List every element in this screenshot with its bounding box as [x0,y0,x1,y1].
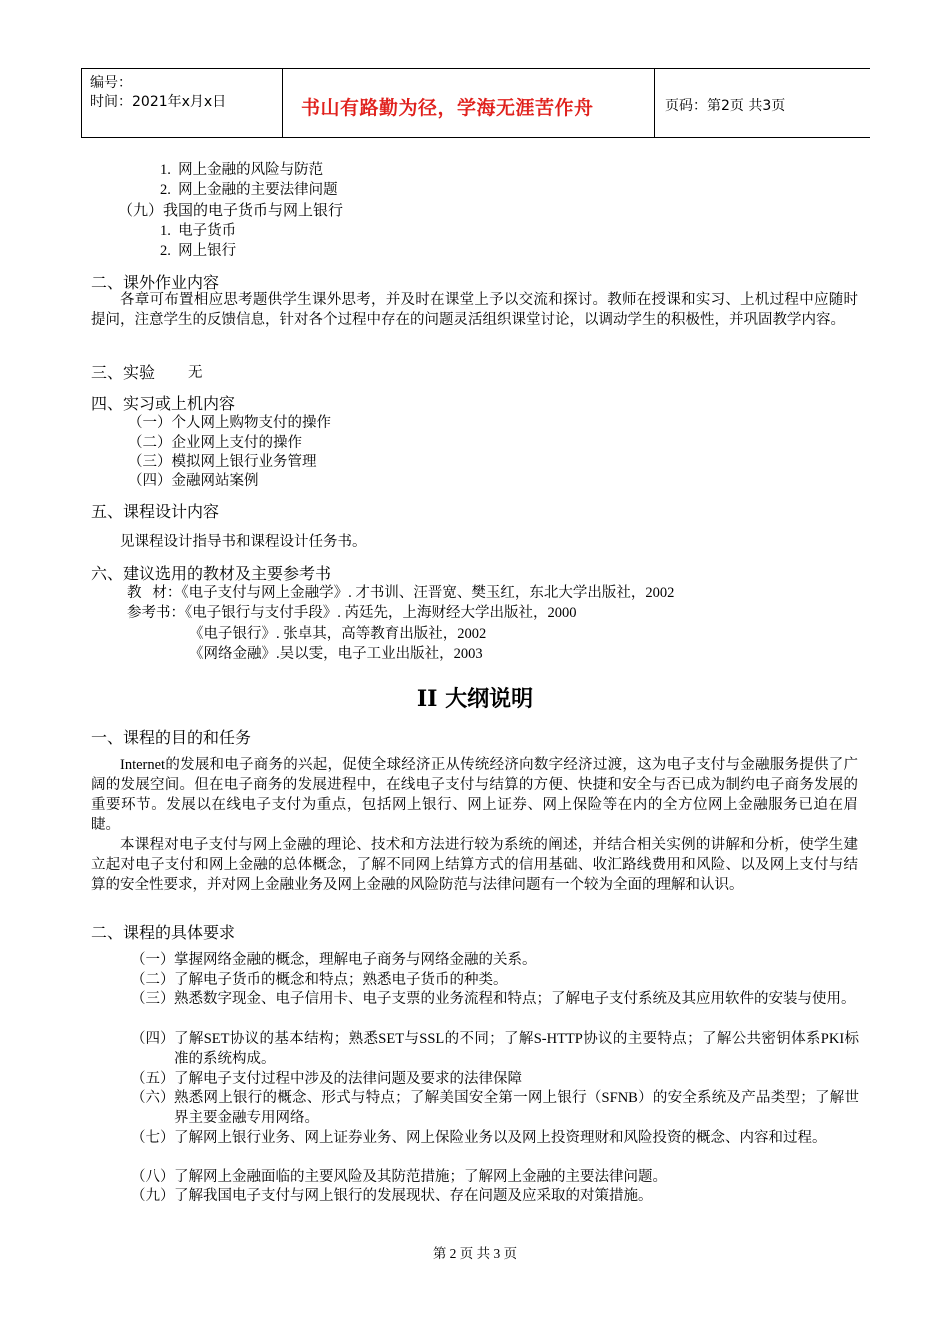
item-number: （六） [131,1090,175,1106]
item-number: （二） [131,972,175,988]
item-number: （三） [131,991,175,1007]
header-divider [81,69,82,137]
header-divider [282,69,283,137]
textbook-entry: 教 材：《电子支付与网上金融学》. 才书训、汪晋宽、樊玉红，东北大学出版社，2002 [127,585,675,601]
requirement-item [131,1186,859,1206]
requirement-item [131,1128,859,1148]
list-item: 2. 网上金融的主要法律问题 [160,182,338,198]
requirement-item [131,1069,859,1089]
paragraph: 见课程设计指导书和课程设计任务书。 [120,534,367,550]
item-text: 了解我国电子支付与网上银行的发展现状、存在问题及应采取的对策措施。 [174,1188,653,1204]
doc-number-label: 编号： [90,75,132,91]
item-text: 了解网上银行业务、网上证券业务、网上保险业务以及网上投资理财和风险投资的概念、内容和过程。 [174,1130,827,1146]
section-heading: 四、实习或上机内容 [91,394,236,413]
paragraph: 本课程对电子支付与网上金融的理论、技术和方法进行较为系统的阐述，并结合相关实例的讲解和分析，使学生建立起对电子支付和网上金融的总体概念，了解不同网上结算方式的信用基础、收汇路线费用和风险、以及网上支付与结算的安全性要求，并对网上金融业务及网上金融的风险防范与法律问题有一个较为全面的理解和认识。 [91,837,858,893]
reference-entry: 《电子银行》. 张卓其，高等教育出版社，2002 [189,626,487,642]
section-heading: 三、实验 [91,363,156,382]
item-text: 掌握网络金融的概念，理解电子商务与网络金融的关系。 [174,952,537,968]
section-heading: 一、课程的目的和任务 [91,728,252,747]
list-item: 1. 网上金融的风险与防范 [160,162,324,178]
section-heading: 五、课程设计内容 [91,502,220,521]
item-number: （四） [131,1031,175,1047]
item-text: 熟悉网上银行的概念、形式与特点；了解美国安全第一网上银行（SFNB）的安全系统及产品类型；了解世界主要金融专用网络。 [174,1090,859,1126]
header-motto: 书山有路勤为径，学海无涯苦作舟 [301,97,594,119]
requirement-item [131,1029,859,1069]
list-item: 1. 电子货币 [160,223,237,239]
section-heading: 二、课程的具体要求 [91,923,236,942]
page-code: 页码：第2页 共3页 [665,98,786,114]
list-item: （二）企业网上支付的操作 [128,435,302,451]
item-number: （九） [131,1188,175,1204]
item-number: （七） [131,1130,175,1146]
item-number: （一） [131,952,175,968]
list-item: （四）金融网站案例 [128,473,259,489]
paragraph: Internet的发展和电子商务的兴起，促使全球经济正从传统经济向数字经济过渡，这为电子支付与金融服务提供了广阔的发展空间。但在电子商务的发展进程中，在线电子支付与结算的方便、快捷和安全与否已成为制约电子商务发展的重要环节。发展以在线电子支付为重点，包括网上银行、网上证券、网上保险等在内的全方位网上金融服务已迫在眉睫。 [91,757,858,833]
item-text: 熟悉数字现金、电子信用卡、电子支票的业务流程和特点；了解电子支付系统及其应用软件的安装与使用。 [174,991,856,1007]
item-text: 了解网上金融面临的主要风险及其防范措施；了解网上金融的主要法律问题。 [174,1169,667,1185]
header-divider [654,69,655,137]
section-heading: （九）我国的电子货币与网上银行 [118,201,344,219]
list-item: （一）个人网上购物支付的操作 [128,415,331,431]
list-item: （三）模拟网上银行业务管理 [128,454,317,470]
page-header-table [81,68,870,138]
item-number: （八） [131,1169,175,1185]
item-text: 了解电子货币的概念和特点；熟悉电子货币的种类。 [174,972,508,988]
requirement-item [131,1167,859,1187]
item-number: （五） [131,1071,175,1087]
requirement-item [131,950,859,970]
item-text: 了解电子支付过程中涉及的法律问题及要求的法律保障 [174,1071,522,1087]
requirement-item [131,1088,859,1128]
outline-title: II 大纲说明 [416,686,534,712]
requirement-item [131,970,859,990]
experiment-value: 无 [188,365,203,381]
item-text: 了解SET协议的基本结构；熟悉SET与SSL的不同；了解S-HTTP协议的主要特点；了解公共密钥体系PKI标准的系统构成。 [174,1031,859,1067]
header-date: 时间：2021年x月x日 [90,94,227,110]
section-heading: 六、建议选用的教材及主要参考书 [91,564,332,583]
section-heading: 二、课外作业内容 [91,273,220,292]
reference-entry: 参考书：《电子银行与支付手段》. 芮廷先，上海财经大学出版社，2000 [127,605,577,621]
page-footer: 第 2 页 共 3 页 [432,1246,518,1261]
reference-entry: 《网络金融》.吴以雯，电子工业出版社，2003 [189,646,483,662]
paragraph: 各章可布置相应思考题供学生课外思考，并及时在课堂上予以交流和探讨。教师在授课和实习、上机过程中应随时提问，注意学生的反馈信息，针对各个过程中存在的问题灵活组织课堂讨论，以调动学生的积极性，并巩固教学内容。 [91,292,858,328]
list-item: 2. 网上银行 [160,243,237,259]
requirement-item [131,989,859,1009]
